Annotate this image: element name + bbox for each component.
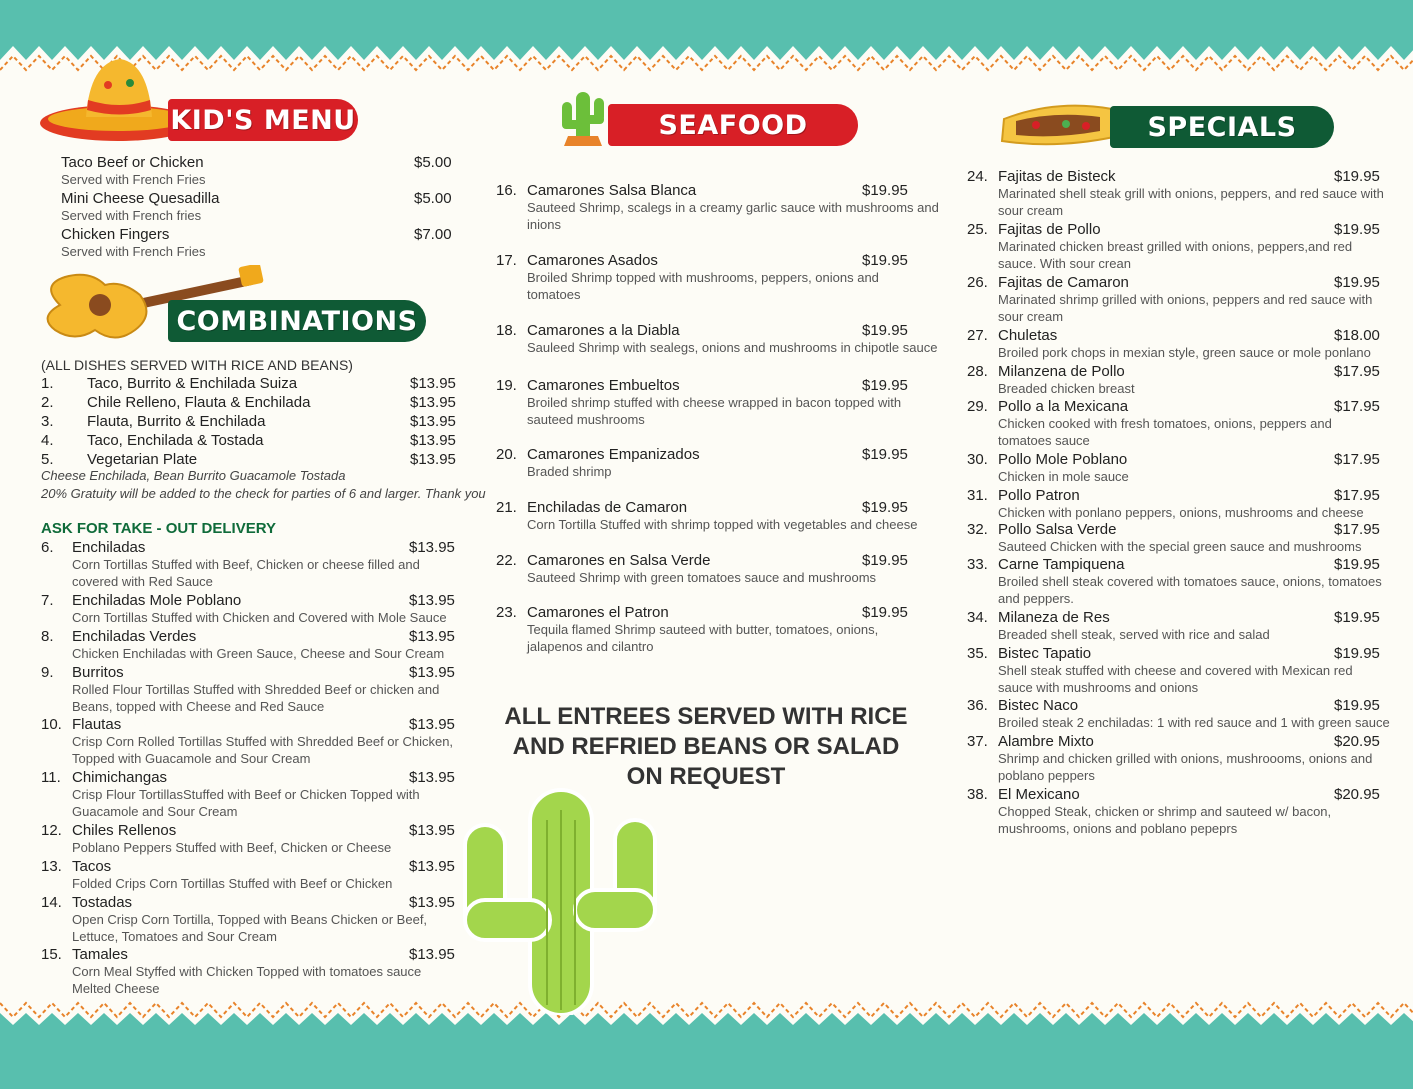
menu-item-description: Broiled Shrimp topped with mushrooms, peppers, onions and xyxy=(527,270,879,285)
takeout-heading: ASK FOR TAKE - OUT DELIVERY xyxy=(41,520,277,537)
menu-item-description: Served with French fries xyxy=(61,208,202,223)
menu-item-number: 4. xyxy=(41,432,54,449)
menu-item-price: $13.95 xyxy=(410,394,456,411)
combinations-intro: (ALL DISHES SERVED WITH RICE AND BEANS) xyxy=(41,357,353,373)
menu-item-price: $13.95 xyxy=(409,822,455,839)
menu-item-description: jalapenos and cilantro xyxy=(527,639,654,654)
menu-item-name: Chiles Rellenos xyxy=(72,822,177,839)
menu-item-description: Marinated shrimp grilled with onions, peppers and red sauce with xyxy=(998,292,1373,307)
menu-item-description: Chicken with ponlano peppers, onions, mushrooms and cheese xyxy=(998,505,1364,520)
menu-item-number: 22. xyxy=(496,552,517,569)
menu-item-description: Breaded shell steak, served with rice and salad xyxy=(998,627,1270,642)
menu-item-name: Taco, Burrito & Enchilada Suiza xyxy=(87,375,298,392)
menu-item-description: Melted Cheese xyxy=(72,981,160,996)
menu-item-number: 27. xyxy=(967,327,988,344)
menu-item-name: Fajitas de Bisteck xyxy=(998,168,1116,185)
menu-item-description: Sauteed Shrimp with green tomatoes sauce and mushrooms xyxy=(527,570,877,585)
menu-item-name: El Mexicano xyxy=(998,786,1080,803)
menu-item-description: Shell steak stuffed with cheese and covered with Mexican red xyxy=(998,663,1353,678)
menu-item-description: sauce with mushrooms and onions xyxy=(998,680,1199,695)
menu-item-description: Corn Tortilla Stuffed with shrimp topped with vegetables and cheese xyxy=(527,517,918,532)
menu-item-number: 33. xyxy=(967,556,988,573)
menu-item-number: 24. xyxy=(967,168,988,185)
menu-item-number: 12. xyxy=(41,822,62,839)
entrees-note-line-2: AND REFRIED BEANS OR SALAD xyxy=(512,733,900,760)
menu-item-name: Carne Tampiquena xyxy=(998,556,1125,573)
entrees-note xyxy=(500,702,912,792)
menu-item-price: $19.95 xyxy=(862,377,908,394)
menu-item-number: 14. xyxy=(41,894,62,911)
specials-banner: SPECIALS xyxy=(1110,106,1334,148)
menu-item-number: 2. xyxy=(41,394,54,411)
menu-item-description: sauteed mushrooms xyxy=(527,412,645,427)
kids-menu-banner: KID'S MENU xyxy=(168,99,358,141)
menu-item-number: 11. xyxy=(41,769,61,786)
menu-item-name: Tamales xyxy=(72,946,128,963)
menu-item-description: Shrimp and chicken grilled with onions, mushroooms, onions and xyxy=(998,751,1373,766)
menu-item-description: Open Crisp Corn Tortilla, Topped with Beans Chicken or Beef, xyxy=(72,912,428,927)
menu-item-description: Beans, topped with Cheese and Red Sauce xyxy=(72,699,325,714)
menu-item-number: 8. xyxy=(41,628,54,645)
menu-item-name: Enchiladas Mole Poblano xyxy=(72,592,242,609)
menu-item-description: Marinated chicken breast grilled with onions, peppers,and red xyxy=(998,239,1353,254)
menu-item-number: 15. xyxy=(41,946,62,963)
menu-item-price: $19.95 xyxy=(1334,168,1380,185)
menu-item-description: inions xyxy=(527,217,561,232)
menu-item-price: $13.95 xyxy=(409,858,455,875)
menu-item-price: $7.00 xyxy=(414,226,452,243)
menu-item-name: Tostadas xyxy=(72,894,133,911)
small-cactus-icon xyxy=(558,88,608,148)
menu-item-description: sour cream xyxy=(998,203,1064,218)
menu-item-description: Broiled shell steak covered with tomatoes sauce, onions, tomatoes xyxy=(998,574,1382,589)
menu-item-name: Chuletas xyxy=(998,327,1058,344)
menu-item-name: Enchiladas Verdes xyxy=(72,628,197,645)
menu-item-number: 26. xyxy=(967,274,988,291)
menu-item-description: Broiled pork chops in mexian style, green sauce or mole ponlano xyxy=(998,345,1371,360)
menu-item-number: 36. xyxy=(967,697,988,714)
menu-item-name: Vegetarian Plate xyxy=(87,451,198,468)
menu-item-price: $19.95 xyxy=(862,499,908,516)
entrees-note-line-3: ON REQUEST xyxy=(626,763,786,790)
menu-item-number: 17. xyxy=(496,252,517,269)
menu-item-description: covered with Red Sauce xyxy=(72,574,213,589)
menu-item-number: 19. xyxy=(496,377,517,394)
menu-item-description: tomatoes xyxy=(527,287,581,302)
menu-item-description: Chopped Steak, chicken or shrimp and sauteed w/ bacon, xyxy=(998,804,1332,819)
menu-item-price: $17.95 xyxy=(1334,521,1380,538)
menu-item-number: 35. xyxy=(967,645,988,662)
menu-item-price: $13.95 xyxy=(410,451,456,468)
menu-item-number: 32. xyxy=(967,521,988,538)
menu-item-price: $19.95 xyxy=(862,182,908,199)
menu-item-price: $19.95 xyxy=(1334,274,1380,291)
menu-item-number: 16. xyxy=(496,182,517,199)
menu-item-description: sauce. With sour crean xyxy=(998,256,1131,271)
menu-item-price: $17.95 xyxy=(1334,363,1380,380)
menu-item-number: 23. xyxy=(496,604,517,621)
menu-item-price: $19.95 xyxy=(1334,221,1380,238)
menu-item-description: Braded shrimp xyxy=(527,464,612,479)
menu-item-price: $17.95 xyxy=(1334,398,1380,415)
menu-item-name: Camarones Asados xyxy=(527,252,658,269)
menu-item-name: Fajitas de Camaron xyxy=(998,274,1129,291)
menu-item-number: 31. xyxy=(967,487,988,504)
menu-item-price: $20.95 xyxy=(1334,786,1380,803)
menu-item-name: Camarones Empanizados xyxy=(527,446,700,463)
menu-item-price: $5.00 xyxy=(414,190,452,207)
menu-item-description: Sauleed Shrimp with sealegs, onions and mushrooms in chipotle sauce xyxy=(527,340,938,355)
menu-item-description: Marinated shell steak grill with onions, peppers, and red sauce with xyxy=(998,186,1384,201)
menu-item-name: Mini Cheese Quesadilla xyxy=(61,190,220,207)
menu-item-name: Chile Relleno, Flauta & Enchilada xyxy=(87,394,311,411)
menu-item-description: Topped with Guacamole and Sour Cream xyxy=(72,751,311,766)
menu-item-name: Camarones Salsa Blanca xyxy=(527,182,697,199)
menu-item-price: $13.95 xyxy=(410,375,456,392)
menu-item-number: 34. xyxy=(967,609,988,626)
menu-item-description: Sauteed Chicken with the special green sauce and mushrooms xyxy=(998,539,1362,554)
menu-item-price: $13.95 xyxy=(409,664,455,681)
menu-item-description: Broiled steak 2 enchiladas: 1 with red sauce and 1 with green sauce xyxy=(998,715,1390,730)
menu-item-description: Breaded chicken breast xyxy=(998,381,1135,396)
menu-item-name: Camarones Embueltos xyxy=(527,377,680,394)
menu-item-description: Lettuce, Tomatoes and Sour Cream xyxy=(72,929,277,944)
menu-item-price: $20.95 xyxy=(1334,733,1380,750)
bottom-zigzag-icon xyxy=(0,995,1413,1035)
menu-item-description: Folded Crips Corn Tortillas Stuffed with Beef or Chicken xyxy=(72,876,393,891)
menu-item-name: Flauta, Burrito & Enchilada xyxy=(87,413,266,430)
menu-item-description: mushrooms, onions and poblano pepeprs xyxy=(998,821,1238,836)
menu-item-number: 18. xyxy=(496,322,517,339)
menu-item-description: Broiled shrimp stuffed with cheese wrapped in bacon topped with xyxy=(527,395,902,410)
menu-item-price: $13.95 xyxy=(409,946,455,963)
menu-item-price: $17.95 xyxy=(1334,487,1380,504)
menu-item-name: Pollo Mole Poblano xyxy=(998,451,1128,468)
menu-item-name: Bistec Tapatio xyxy=(998,645,1092,662)
menu-item-number: 20. xyxy=(496,446,517,463)
menu-item-price: $13.95 xyxy=(409,769,455,786)
menu-item-price: $13.95 xyxy=(409,716,455,733)
menu-item-number: 7. xyxy=(41,592,54,609)
menu-item-name: Pollo Patron xyxy=(998,487,1080,504)
menu-item-price: $19.95 xyxy=(862,322,908,339)
burrito-icon xyxy=(996,97,1121,152)
menu-item-number: 38. xyxy=(967,786,988,803)
menu-item-price: $19.95 xyxy=(862,252,908,269)
gratuity-note: 20% Gratuity will be added to the check for parties of 6 and larger. Thank you xyxy=(41,486,486,501)
menu-item-price: $13.95 xyxy=(409,628,455,645)
menu-item-price: $13.95 xyxy=(409,894,455,911)
menu-item-number: 37. xyxy=(967,733,988,750)
menu-item-description: and peppers. xyxy=(998,591,1074,606)
menu-item-name: Enchiladas xyxy=(72,539,146,556)
menu-item-price: $19.95 xyxy=(1334,609,1380,626)
menu-item-description: Served with French Fries xyxy=(61,244,206,259)
menu-item-description: Chicken cooked with fresh tomatoes, onions, peppers and xyxy=(998,416,1332,431)
menu-item-price: $19.95 xyxy=(1334,556,1380,573)
menu-item-name: Flautas xyxy=(72,716,122,733)
menu-item-name: Chicken Fingers xyxy=(61,226,170,243)
menu-item-description: Tequila flamed Shrimp sauteed with butter, tomatoes, onions, xyxy=(527,622,879,637)
menu-item-name: Milanzena de Pollo xyxy=(998,363,1125,380)
menu-item-name: Camarones en Salsa Verde xyxy=(527,552,711,569)
menu-item-number: 10. xyxy=(41,716,62,733)
menu-item-name: Taco Beef or Chicken xyxy=(61,154,204,171)
menu-item-number: 30. xyxy=(967,451,988,468)
menu-item-description: sour cream xyxy=(998,309,1064,324)
menu-item-name: Chimichangas xyxy=(72,769,168,786)
menu-item-name: Camarones el Patron xyxy=(527,604,669,621)
menu-item-name: Pollo Salsa Verde xyxy=(998,521,1117,538)
menu-item-number: 28. xyxy=(967,363,988,380)
menu-item-name: Milaneza de Res xyxy=(998,609,1110,626)
menu-item-number: 13. xyxy=(41,858,62,875)
menu-item-price: $19.95 xyxy=(862,552,908,569)
menu-item-description: Corn Meal Styffed with Chicken Topped with tomatoes sauce xyxy=(72,964,422,979)
menu-item-price: $13.95 xyxy=(410,432,456,449)
menu-item-price: $5.00 xyxy=(414,154,452,171)
menu-item-number: 1. xyxy=(41,375,54,392)
menu-item-name: Camarones a la Diabla xyxy=(527,322,680,339)
menu-item-number: 9. xyxy=(41,664,54,681)
menu-item-number: 3. xyxy=(41,413,54,430)
menu-item-name: Fajitas de Pollo xyxy=(998,221,1101,238)
menu-item-description: Rolled Flour Tortillas Stuffed with Shredded Beef or chicken and xyxy=(72,682,440,697)
menu-item-name: Taco, Enchilada & Tostada xyxy=(87,432,264,449)
menu-item-name: Alambre Mixto xyxy=(998,733,1094,750)
menu-item-description: Sauteed Shrimp, scalegs in a creamy garlic sauce with mushrooms and xyxy=(527,200,939,215)
menu-item-price: $13.95 xyxy=(409,592,455,609)
menu-item-description: Chicken in mole sauce xyxy=(998,469,1129,484)
combinations-banner: COMBINATIONS xyxy=(168,300,426,342)
menu-item-description: Guacamole and Sour Cream xyxy=(72,804,238,819)
menu-item-price: $19.95 xyxy=(1334,697,1380,714)
menu-item-price: $19.95 xyxy=(862,446,908,463)
menu-item-name: Burritos xyxy=(72,664,124,681)
menu-item-description: Chicken Enchiladas with Green Sauce, Cheese and Sour Cream xyxy=(72,646,445,661)
entrees-note-line-1: ALL ENTREES SERVED WITH RICE xyxy=(504,703,908,730)
vegetarian-note: Cheese Enchilada, Bean Burrito Guacamole Tostada xyxy=(41,468,346,483)
menu-item-description: Corn Tortillas Stuffed with Beef, Chicken or cheese filled and xyxy=(72,557,420,572)
menu-item-number: 21. xyxy=(496,499,517,516)
menu-item-number: 5. xyxy=(41,451,54,468)
menu-item-name: Pollo a la Mexicana xyxy=(998,398,1129,415)
cactus-icon xyxy=(455,780,665,1015)
top-zigzag-icon xyxy=(0,40,1413,90)
menu-item-price: $13.95 xyxy=(410,413,456,430)
menu-item-name: Bistec Naco xyxy=(998,697,1079,714)
menu-item-name: Enchiladas de Camaron xyxy=(527,499,688,516)
menu-item-price: $19.95 xyxy=(862,604,908,621)
menu-item-price: $19.95 xyxy=(1334,645,1380,662)
menu-item-price: $18.00 xyxy=(1334,327,1380,344)
menu-item-description: poblano peppers xyxy=(998,768,1095,783)
menu-item-description: Crisp Flour TortillasStuffed with Beef or Chicken Topped with xyxy=(72,787,420,802)
menu-item-description: tomatoes sauce xyxy=(998,433,1090,448)
menu-item-description: Corn Tortillas Stuffed with Chicken and Covered with Mole Sauce xyxy=(72,610,447,625)
menu-item-description: Poblano Peppers Stuffed with Beef, Chicken or Cheese xyxy=(72,840,392,855)
menu-item-price: $17.95 xyxy=(1334,451,1380,468)
menu-item-description: Crisp Corn Rolled Tortillas Stuffed with Shredded Beef or Chicken, xyxy=(72,734,454,749)
menu-item-name: Tacos xyxy=(72,858,112,875)
menu-item-price: $13.95 xyxy=(409,539,455,556)
menu-item-number: 25. xyxy=(967,221,988,238)
menu-item-number: 29. xyxy=(967,398,988,415)
menu-item-number: 6. xyxy=(41,539,54,556)
menu-item-description: Served with French Fries xyxy=(61,172,206,187)
seafood-banner: SEAFOOD xyxy=(608,104,858,146)
